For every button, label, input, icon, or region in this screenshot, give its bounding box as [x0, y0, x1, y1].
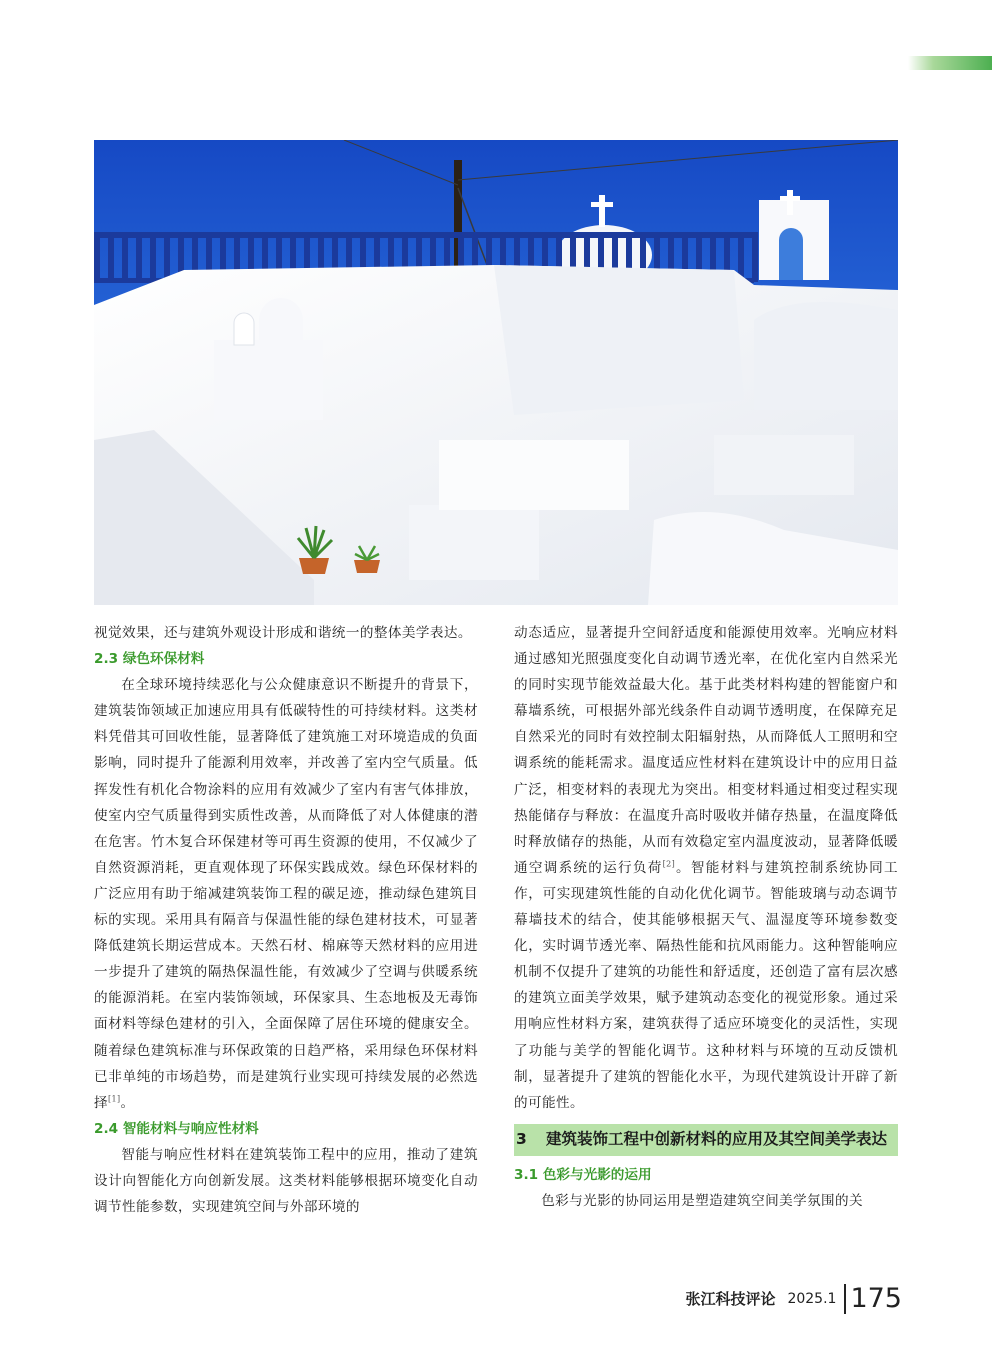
- railing-post: [752, 232, 758, 282]
- footer-divider: [844, 1284, 846, 1314]
- section-heading-3: [514, 1124, 898, 1156]
- railing-post: [108, 232, 114, 282]
- page-number: 175: [850, 1283, 902, 1314]
- issue-number: 2025.1: [787, 1291, 837, 1307]
- subsection-heading-3-1: 3.1 色彩与光影的运用: [514, 1166, 652, 1183]
- paragraph: [514, 620, 898, 1116]
- railing-post: [136, 232, 142, 282]
- paragraph-text-cont: 。智能材料与建筑控制系统协同工作，可实现建筑性能的自动化优化调节。智能玻璃与动态调节幕墙技术的结合，使其能够根据天气、温湿度等环境参数变化，实时调节透光率、隔热性能和抗风雨能力。这种智能响应机制不仅提升了建筑的功能性和舒适度，还创造了富有层次感的建筑立面美学效果，赋予建筑动态变化的视觉形象。通过采用响应性材料方案，建筑获得了适应环境变化的灵活性，实现了功能与美学的智能化调节。这种材料与环境的互动反馈机制，显著提升了建筑的智能化水平，为现代建筑设计开辟了新的可能性。: [514, 859, 899, 1111]
- railing-post: [164, 232, 170, 282]
- railing-post: [122, 232, 128, 282]
- journal-name: 张江科技评论: [685, 1290, 776, 1308]
- subsection-heading-2-4: 2.4 智能材料与响应性材料: [94, 1120, 259, 1137]
- section-title: 建筑装饰工程中创新材料的应用及其空间美学表达: [546, 1129, 888, 1148]
- citation: [2]: [662, 859, 676, 869]
- railing-post: [150, 232, 156, 282]
- left-column: [94, 620, 478, 1220]
- subsection-heading-2-3: 2.3 绿色环保材料: [94, 651, 205, 668]
- paragraph-text: 在全球环境持续恶化与公众健康意识不断提升的背景下，建筑装饰领域正加速应用具有低碳特性的可持续材料。这类材料凭借其可回收性能，显著降低了建筑施工对环境造成的负面影响，同时提升了能源利用效率，并改善了室内空气质量。低挥发性有机化合物涂料的应用有效减少了室内有害气体排放，使室内空气质量得到实质性改善，从而降低了对人体健康的潜在危害。竹木复合环保建材等可再生资源的使用，不仅减少了自然资源消耗，更直观体现了环保实践成效。绿色环保材料的广泛应用有助于缩减建筑装饰工程的碳足迹，推动绿色建筑目标的实现。采用具有隔音与保温性能的绿色建材技术，可显著降低建筑长期运营成本。天然石材、棉麻等天然材料的应用进一步提升了建筑的隔热保温性能，有效减少了空调与供暖系统的能源消耗。在室内装饰领域，环保家具、生态地板及无毒饰面材料等绿色建材的引入，全面保障了居住环境的健康安全。随着绿色建筑标准与环保政策的日趋严格，采用绿色环保材料已非单纯的市场趋势，而是建筑行业实现可持续发展的必然选择: [94, 677, 478, 1111]
- article-photo: [94, 140, 898, 605]
- citation: [1]: [108, 1094, 121, 1104]
- paragraph-end: 。: [120, 1094, 135, 1111]
- paragraph-text: 动态适应，显著提升空间舒适度和能源使用效率。光响应材料通过感知光照强度变化自动调节透光率，在优化室内自然采光的同时实现节能效益最大化。基于此类材料构建的智能窗户和幕墙系统，可根据外部光线条件自动调节透明度，在保障充足自然采光的同时有效控制太阳辐射热，从而降低人工照明和空调系统的能耗需求。温度适应性材料在建筑设计中的应用日益广泛，相变材料的表现尤为突出。相变材料通过相变过程实现热能储存与释放：在温度升高时吸收并储存热量，在温度降低时释放储存的热能，从而有效稳定室内温度波动，显著降低暖通空调系统的运行负荷: [514, 625, 898, 876]
- paragraph: [94, 672, 478, 1116]
- paragraph: 视觉效果，还与建筑外观设计形成和谐统一的整体美学表达。: [94, 625, 472, 641]
- corner-accent-bar: [908, 56, 992, 70]
- paragraph: 色彩与光影的协同运用是塑造建筑空间美学氛围的关: [541, 1192, 864, 1209]
- right-column: [514, 620, 898, 1214]
- railing-post: [94, 232, 100, 282]
- page-footer: [685, 1284, 902, 1314]
- section-number: 3: [516, 1129, 527, 1148]
- paragraph: 智能与响应性材料在建筑装饰工程中的应用，推动了建筑设计向智能化方向创新发展。这类材料能够根据环境变化自动调节性能参数，实现建筑空间与外部环境的: [94, 1146, 478, 1216]
